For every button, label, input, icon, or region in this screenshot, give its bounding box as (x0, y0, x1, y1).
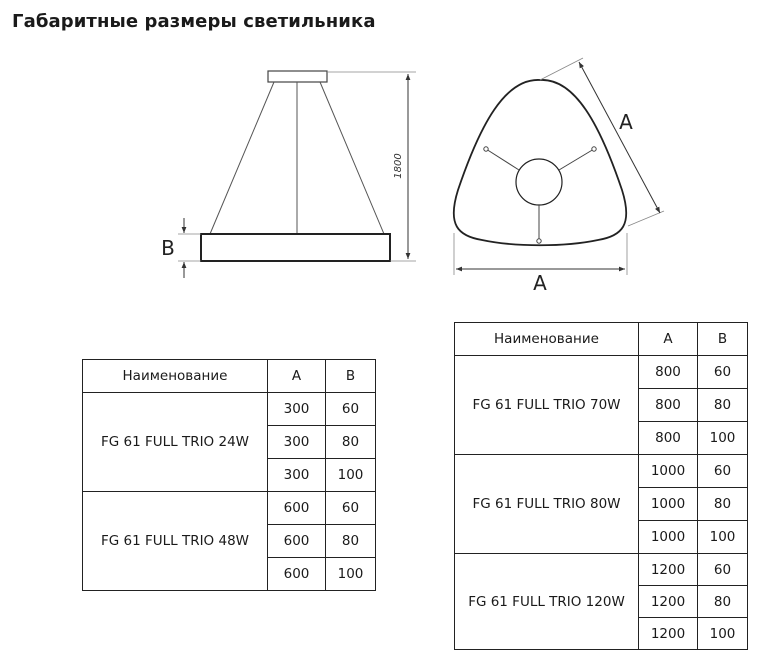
mount-point-right (592, 147, 596, 151)
mount-point-left (484, 147, 488, 151)
cell-b: 60 (698, 356, 748, 389)
luminaire-outline (454, 80, 627, 245)
table-header-row (83, 360, 376, 393)
cell-b: 80 (698, 586, 748, 618)
model-name: FG 61 FULL TRIO 120W (455, 554, 639, 650)
cell-b: 60 (326, 393, 376, 426)
cell-a: 1000 (639, 521, 698, 554)
mount-point-bottom (537, 239, 541, 243)
model-name: FG 61 FULL TRIO 48W (83, 492, 268, 591)
cell-b: 100 (698, 618, 748, 650)
suspension-cable-right (320, 82, 384, 234)
side-view (178, 71, 416, 278)
model-name: FG 61 FULL TRIO 80W (455, 455, 639, 554)
header-name: Наименование (455, 323, 639, 356)
cell-b: 80 (326, 426, 376, 459)
cell-b: 60 (698, 554, 748, 586)
model-name: FG 61 FULL TRIO 24W (83, 393, 268, 492)
cell-b: 80 (326, 525, 376, 558)
header-name: Наименование (83, 360, 268, 393)
cell-b: 100 (698, 422, 748, 455)
cell-a: 600 (268, 558, 326, 591)
cell-b: 100 (698, 521, 748, 554)
a-diagonal-label: A (619, 110, 633, 134)
header-a: A (639, 323, 698, 356)
cell-a: 300 (268, 393, 326, 426)
header-b: B (698, 323, 748, 356)
cell-a: 1200 (639, 554, 698, 586)
table-row (455, 455, 748, 488)
a-diag-extension-top (540, 58, 583, 80)
header-b: B (326, 360, 376, 393)
page-title: Габаритные размеры светильника (12, 11, 376, 32)
cell-b: 60 (326, 492, 376, 525)
cell-b: 100 (326, 459, 376, 492)
table-header-row (455, 323, 748, 356)
luminaire-body (201, 234, 390, 261)
cell-a: 600 (268, 492, 326, 525)
cell-b: 100 (326, 558, 376, 591)
cell-a: 1000 (639, 488, 698, 521)
cell-b: 60 (698, 455, 748, 488)
table-row (455, 356, 748, 389)
cell-a: 800 (639, 356, 698, 389)
arm-left (486, 149, 519, 170)
dimension-drawing (0, 0, 782, 300)
suspension-cable-left (210, 82, 274, 234)
dimensions-table-1 (82, 359, 376, 591)
header-a: A (268, 360, 326, 393)
table-row (83, 492, 376, 525)
b-dimension-label: B (161, 236, 175, 260)
ceiling-canopy (268, 71, 327, 82)
central-hub (516, 159, 562, 205)
dimensions-table-2 (454, 322, 748, 650)
cell-a: 300 (268, 459, 326, 492)
arm-right (559, 149, 594, 170)
cell-a: 1200 (639, 586, 698, 618)
table-row (83, 393, 376, 426)
table-row (455, 554, 748, 586)
a-diag-extension-bottom (628, 211, 664, 226)
cell-a: 800 (639, 422, 698, 455)
a-bottom-label: A (533, 271, 547, 295)
cell-a: 300 (268, 426, 326, 459)
height-label: 1800 (393, 153, 404, 179)
cell-a: 1000 (639, 455, 698, 488)
cell-b: 80 (698, 488, 748, 521)
top-view (454, 58, 664, 275)
model-name: FG 61 FULL TRIO 70W (455, 356, 639, 455)
a-diag-dimension-line (579, 62, 660, 213)
cell-a: 600 (268, 525, 326, 558)
cell-b: 80 (698, 389, 748, 422)
cell-a: 1200 (639, 618, 698, 650)
cell-a: 800 (639, 389, 698, 422)
